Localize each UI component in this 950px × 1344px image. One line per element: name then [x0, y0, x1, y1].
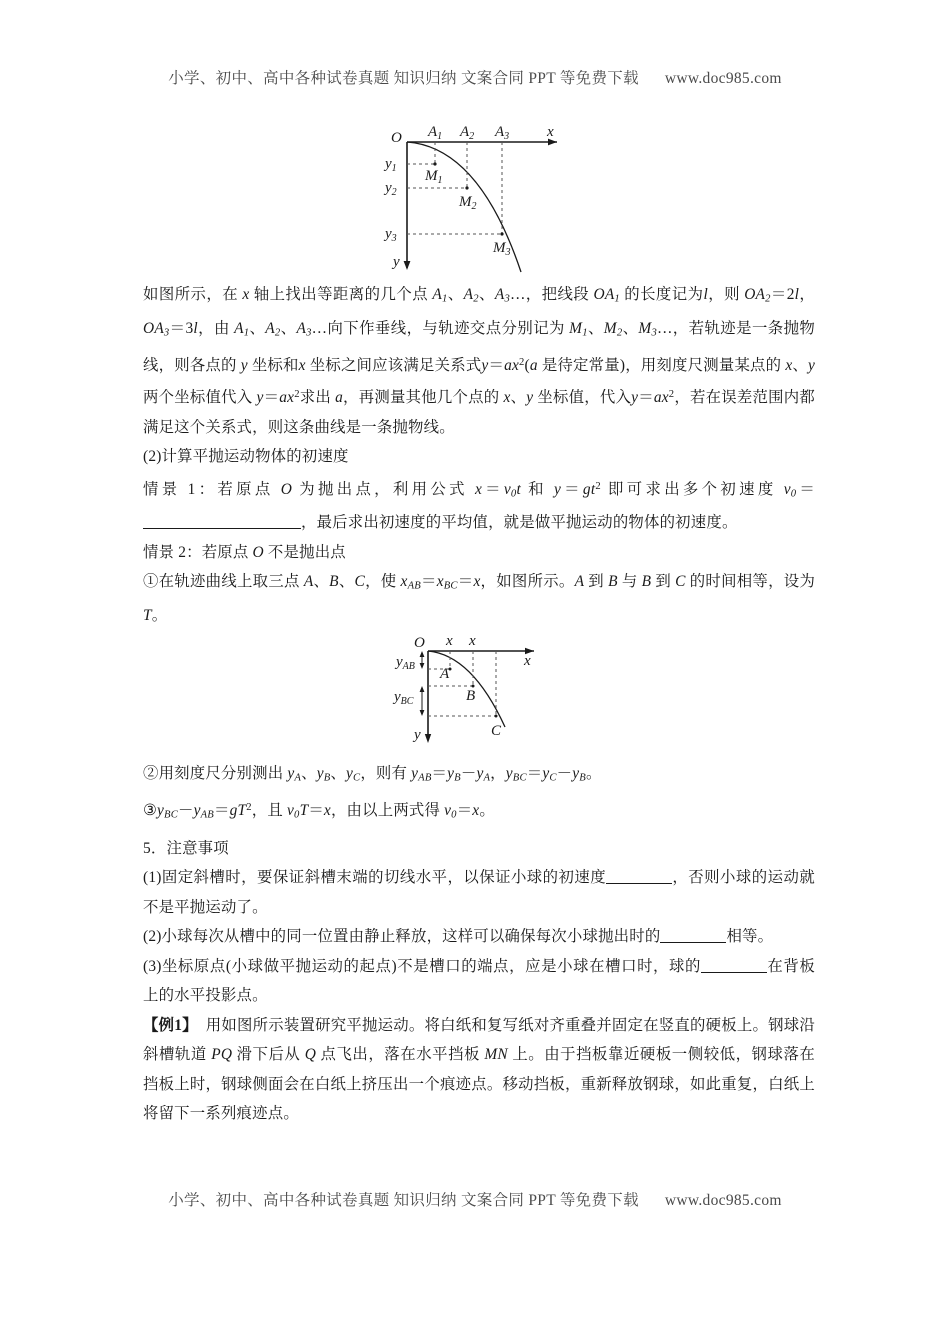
p3-t6: ，最后求出初速度的平均值，就是做平抛运动的物体的初速度。 [301, 514, 738, 532]
p1-t3: 、 [447, 286, 464, 303]
paragraph-scenario-2 [143, 538, 815, 568]
paragraph-note-2 [143, 922, 815, 952]
p9-t1: (1)固定斜槽时，要保证斜槽末端的切线水平，以保证小球的初速度 [143, 869, 607, 887]
p1-eq1sup: 2 [519, 356, 525, 368]
p7-t3: ，由以上两式得 [330, 801, 445, 819]
p1-t12: 、 [249, 319, 266, 337]
p10-t1: (2)小球每次从槽中的同一位置由静止释放，这样可以确保每次小球抛出时的 [143, 928, 661, 946]
p5-eq2: ＝ [457, 573, 474, 591]
figure-1-ylabel-1: $y_1$ [385, 156, 397, 174]
p1-eq1a: a [504, 356, 512, 374]
p6-yb2: y [447, 764, 455, 782]
p7-v02sub: 0 [451, 809, 457, 821]
p1-eq2a: a [279, 389, 288, 407]
p3-t3: 和 [520, 480, 555, 498]
p1-t25: ，再测量其他几个点的 [343, 389, 504, 407]
p7-yab: y [193, 801, 201, 819]
p6-yb: y [316, 764, 324, 782]
p1-t14: …向下作垂线，与轨迹交点分别记为 [311, 319, 570, 337]
paragraph-scenario-1 [143, 472, 815, 538]
p7-ybc: y [157, 801, 165, 819]
p1-eq1y: y [481, 356, 489, 374]
p5-c: C [354, 573, 365, 591]
p1-l1: l [703, 286, 708, 303]
p7-eq3: ＝ [456, 801, 473, 819]
p9-t2: ，否则小球的运动就不是平抛运动了。 [143, 869, 815, 916]
paragraph-note-3 [143, 952, 815, 1011]
p3-t1: 情景 1：若原点 [143, 480, 281, 498]
p3-t: t [516, 480, 521, 498]
p1-t1: 如图所示，在 [143, 286, 243, 303]
p7-v02: v [444, 801, 452, 819]
p1-oa1: OA [593, 286, 615, 303]
p1-t20: ( [524, 356, 530, 374]
p1-eq3sup: 2 [668, 389, 675, 401]
p11-t1: (3)坐标原点(小球做平抛运动的起点)不是槽口的端点，应是小球在槽口时，球的 [143, 957, 702, 975]
p1-eq2y: y [256, 389, 264, 407]
p6-yc2: y [542, 764, 550, 782]
figure-1-curvepoint-3: $M_3$ [493, 240, 511, 258]
p1-t23: 两个坐标值代入 [143, 389, 257, 407]
p1-x2: x [298, 356, 306, 374]
figure-2-point-C: C [491, 722, 502, 739]
p1-t8: ＝2 [770, 286, 795, 303]
p6-t3: 、 [330, 764, 346, 782]
figure-2-y-interval-2: $y_{BC}$ [394, 688, 414, 707]
header-watermark-url: www.doc985.com [664, 70, 782, 87]
paragraph-step-3 [143, 793, 815, 830]
figure-2-x-interval-2: x [469, 632, 476, 649]
p4-o: O [252, 543, 264, 561]
p5-a2: A [574, 573, 585, 591]
p5-b2: B [608, 573, 618, 591]
answer-blank-scenario1[interactable] [143, 528, 301, 529]
p7-t: T [237, 801, 247, 819]
figure-1-ylabel-3: $y_3$ [385, 226, 397, 244]
p3-v0sub: 0 [790, 487, 797, 499]
p5-xab: x [400, 573, 408, 591]
figure-1-ylabel-2: $y_2$ [385, 180, 397, 198]
p1-eq1x: x [511, 356, 520, 374]
p5-t9: 的时间相等，设为 [685, 573, 816, 591]
p3-eq1: ＝ [482, 480, 504, 498]
p6-ya: y [287, 764, 295, 782]
p7-t1: ③ [143, 801, 157, 819]
p5-t1: ①在轨迹曲线上取三点 [143, 573, 304, 591]
p7-t4: 。 [479, 801, 495, 819]
p11-t2: 在背板上的水平投影点。 [143, 957, 815, 1005]
p1-t2: 轴上找出等距离的几个点 [249, 286, 433, 303]
p12-t2: 滑下后从 [232, 1046, 305, 1064]
p6-yasub: A [294, 772, 302, 784]
p1-oa1sub: 1 [614, 293, 620, 305]
p1-b2sub: 2 [274, 327, 281, 339]
p1-eq1eq: ＝ [488, 356, 505, 374]
p6-yabsub: AB [418, 772, 432, 784]
p5-t2: 、 [313, 573, 330, 591]
p5-xbcsub: BC [443, 580, 458, 592]
p1-eq2eq: ＝ [263, 389, 280, 407]
p5-t3: 、 [338, 573, 355, 591]
p6-t6: 。 [585, 764, 602, 782]
p1-t19: 坐标之间应该满足关系式 [305, 356, 482, 374]
p1-t4: 、 [478, 286, 495, 303]
p5-t5: ，如图所示。 [480, 573, 575, 591]
p1-eq3y: y [631, 389, 639, 407]
p1-x1: x [242, 286, 250, 303]
p1-t21: 是待定常量)，用刻度尺测量某点的 [537, 356, 786, 374]
p5-b: B [329, 573, 339, 591]
p3-vsub: 0 [510, 487, 517, 499]
p5-t4: ，使 [365, 573, 401, 591]
p1-t17: …，若轨迹是一条抛物线，则各点的 [143, 319, 816, 374]
p3-g: g [582, 480, 591, 498]
p6-yb2sub: B [454, 772, 461, 784]
p12-t3: 点飞出，落在水平挡板 [316, 1046, 485, 1064]
footer-watermark-url: www.doc985.com [664, 1192, 782, 1209]
p3-t5: ＝ [796, 480, 816, 498]
p7-t2: ，且 [251, 801, 288, 819]
p3-t2: 为抛出点，利用公式 [292, 480, 475, 498]
p6-t5: ， [490, 764, 506, 782]
p1-oa3sub: 3 [163, 327, 170, 339]
p5-xbc: x [436, 573, 444, 591]
figure-1-svg [369, 120, 589, 280]
p5-eq1: ＝ [420, 573, 437, 591]
p7-g: g [229, 801, 238, 819]
p3-eq2: ＝ [561, 480, 583, 498]
p1-avar: a [335, 389, 344, 407]
paragraph-step-1 [143, 567, 815, 630]
p7-eq2: ＝ [308, 801, 324, 819]
p6-yab: y [411, 764, 419, 782]
figure-2-svg [384, 631, 574, 759]
p7-ybcsub: BC [164, 809, 178, 821]
p12-t1: 用如图所示装置研究平抛运动。将白纸和复写纸对齐重叠并固定在竖直的硬板上。钢球沿斜槽轨道 [143, 1016, 815, 1064]
p1-oa2sub: 2 [765, 293, 771, 305]
figure-1-xpoint-2: $A_2$ [460, 124, 475, 142]
p6-t4: ，则有 [360, 764, 412, 782]
p1-t22: 、 [792, 356, 808, 374]
paragraph-trajectory-check [143, 280, 815, 442]
p1-eq2x: x [287, 389, 295, 407]
figure-1 [143, 120, 815, 280]
p1-t10: ＝3 [169, 319, 194, 337]
p3-x: x [474, 480, 483, 498]
p1-m1: M [569, 319, 583, 337]
p5-t: T [143, 607, 152, 625]
p1-x4: x [503, 389, 511, 407]
figure-2-origin-label: O [414, 634, 425, 651]
p6-yc2sub: C [549, 772, 557, 784]
p1-eq3x: x [661, 389, 669, 407]
figure-1-x-axis-label: x [547, 124, 554, 140]
p5-x: x [473, 573, 481, 591]
p5-t8: 到 [651, 573, 676, 591]
paragraph-note-1 [143, 863, 815, 922]
p1-t6: 的长度记为 [619, 286, 704, 303]
p1-t27: 坐标值，代入 [533, 389, 632, 407]
p3-t4: 即可求出多个初速度 [600, 480, 784, 498]
p5-a: A [303, 573, 314, 591]
figure-2-x-axis-label: x [524, 652, 531, 669]
p1-m3: M [638, 319, 652, 337]
answer-blank-note-3[interactable] [701, 972, 767, 973]
figure-2-x-interval-1: x [446, 632, 453, 649]
p6-yc: y [346, 764, 354, 782]
p1-t11: ，由 [197, 319, 235, 337]
p7-t2v: T [299, 801, 309, 819]
p7-x: x [323, 801, 331, 819]
p3-v0: v [783, 480, 791, 498]
example-label: 【例1】 [143, 1016, 191, 1034]
p5-xabsub: AB [407, 580, 421, 592]
p6-minus1: － [460, 764, 477, 782]
figure-2-y-axis-label: y [414, 726, 421, 743]
figure-1-y-axis-label: y [393, 254, 400, 270]
p6-t1: ②用刻度尺分别测出 [143, 764, 288, 782]
p1-t9: ， [799, 286, 816, 303]
p7-v0: v [287, 801, 295, 819]
heading-calc-initial-velocity: (2)计算平抛运动物体的初速度 [143, 448, 349, 466]
p5-b3: B [641, 573, 652, 591]
p1-a1: A [432, 286, 442, 303]
answer-blank-note-1[interactable] [606, 883, 672, 884]
p7-tsup: 2 [246, 801, 252, 813]
figure-2 [143, 631, 815, 759]
p1-eq3a: a [653, 389, 662, 407]
p6-ybcsub: BC [512, 772, 527, 784]
p1-a2sub: 2 [473, 293, 479, 305]
p7-x2: x [472, 801, 480, 819]
p1-m1sub: 1 [582, 327, 588, 339]
footer-watermark [0, 1188, 950, 1210]
p1-t16: 、 [622, 319, 639, 337]
p1-b1sub: 1 [243, 327, 250, 339]
p1-b2: A [265, 319, 275, 337]
p1-t13: 、 [280, 319, 297, 337]
p4-t1: 情景 2：若原点 [143, 543, 253, 561]
p6-t2: 、 [301, 764, 317, 782]
p3-y: y [554, 480, 562, 498]
p1-t7: ，则 [707, 286, 745, 303]
p7-eq1: ＝ [214, 801, 230, 819]
p1-a3: A [494, 286, 505, 303]
figure-2-y-interval-1: $y_{AB}$ [396, 653, 415, 672]
p5-t10: 。 [151, 607, 168, 625]
p6-yb3sub: B [579, 772, 586, 784]
footer-watermark-text: 小学、初中、高中各种试卷真题 知识归纳 文案合同 PPT 等免费下载 [168, 1192, 639, 1209]
p7-minus: － [178, 801, 194, 819]
figure-1-xpoint-1: $A_1$ [428, 124, 443, 142]
p6-eq2: ＝ [526, 764, 543, 782]
p1-eq2sup: 2 [294, 389, 300, 401]
p1-eq1a2: a [529, 356, 538, 374]
p1-b3: A [296, 319, 307, 337]
p12-q: Q [304, 1046, 317, 1064]
p5-t7: 与 [617, 573, 642, 591]
heading-notes: 5．注意事项 [143, 839, 229, 857]
p1-y1: y [240, 356, 248, 374]
p1-m2: M [603, 319, 617, 337]
p5-t6: 到 [584, 573, 609, 591]
p6-eq1: ＝ [431, 764, 448, 782]
p3-t2v: t [590, 480, 596, 498]
p3-v: v [503, 480, 511, 498]
p1-y2: y [808, 356, 816, 374]
p6-minus2: － [556, 764, 573, 782]
p1-m3sub: 3 [651, 327, 657, 339]
header-watermark-text: 小学、初中、高中各种试卷真题 知识归纳 文案合同 PPT 等免费下载 [168, 70, 639, 87]
p1-a3sub: 3 [504, 293, 510, 305]
figure-1-xpoint-3: $A_3$ [495, 124, 510, 142]
document-content [143, 120, 815, 1129]
p1-t26: 、 [510, 389, 527, 407]
figure-2-point-A: A [440, 665, 450, 682]
p1-oa2: OA [744, 286, 766, 303]
p12-mn: MN [484, 1046, 508, 1064]
p1-t5: …，把线段 [509, 286, 594, 303]
p5-c2: C [675, 573, 686, 591]
p1-t28: ，若在误差范围内都满足这个关系式，则这条曲线是一条抛物线。 [143, 389, 816, 436]
p1-oa3: OA [143, 319, 164, 337]
p7-v0sub: 0 [294, 809, 300, 821]
p6-ya2sub: A [483, 772, 491, 784]
p3-o1: O [280, 480, 293, 498]
p1-b1: A [234, 319, 244, 337]
p12-t4: 上。由于挡板靠近硬板一侧较低，钢球落在挡板上时，钢球侧面会在白纸上挤压出一个痕迹点。移动挡板，重新释放钢球，如此重复，白纸上将留下一系列痕迹点。 [143, 1046, 815, 1123]
p6-ya2: y [476, 764, 484, 782]
p1-a2: A [463, 286, 474, 303]
figure-2-point-B: B [466, 687, 476, 704]
p1-b3sub: 3 [306, 327, 312, 339]
p10-t2: 相等。 [726, 928, 774, 946]
figure-1-curvepoint-1: $M_1$ [425, 168, 443, 186]
p1-t24: 求出 [299, 389, 336, 407]
answer-blank-note-2[interactable] [660, 942, 726, 943]
p7-yabsub: AB [200, 809, 214, 821]
p6-yb3: y [572, 764, 580, 782]
p3-t2sup: 2 [595, 480, 601, 492]
p1-a1sub: 1 [441, 293, 448, 305]
paragraph-step-2 [143, 759, 815, 793]
figure-1-curvepoint-2: $M_2$ [459, 194, 477, 212]
p1-m2sub: 2 [616, 327, 623, 339]
p6-ycsub: C [353, 772, 361, 784]
p6-ybsub: B [323, 772, 331, 784]
p1-l3: l [193, 319, 198, 337]
p1-y3: y [526, 389, 534, 407]
p1-t15: 、 [587, 319, 604, 337]
figure-1-origin-label: O [391, 130, 402, 146]
p6-ybc: y [505, 764, 513, 782]
paragraph-example-1 [143, 1011, 815, 1129]
p1-x3: x [785, 356, 793, 374]
p12-pq: PQ [211, 1046, 233, 1064]
header-watermark [0, 66, 950, 88]
p1-t18: 坐标和 [247, 356, 299, 374]
p4-t2: 不是抛出点 [263, 543, 346, 561]
p1-eq3eq: ＝ [638, 389, 654, 407]
p1-l2: l [794, 286, 800, 303]
